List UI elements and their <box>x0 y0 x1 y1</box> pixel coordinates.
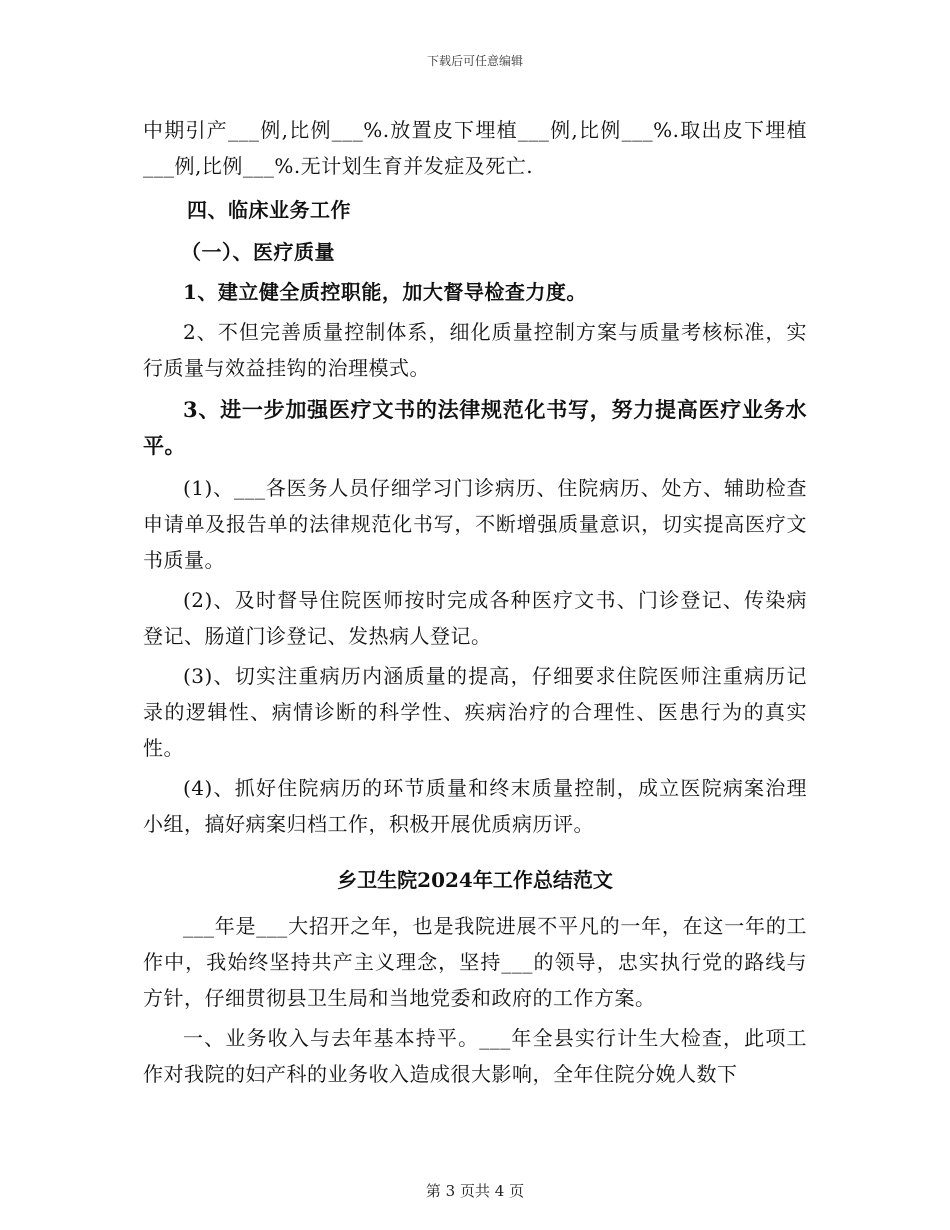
page-footer: 第 3 页共 4 页 <box>425 1182 525 1200</box>
section-heading-clinical: 四、临床业务工作 <box>187 198 351 222</box>
article-title: 乡卫生院2024年工作总结范文 <box>337 868 613 892</box>
item-3: 3、进一步加强医疗文书的法律规范化书写，努力提高医疗业务水平。 <box>143 397 807 458</box>
item-2: 2、不但完善质量控制体系，细化质量控制方案与质量考核标准，实行质量与效益挂钩的治理模式。 <box>143 320 807 380</box>
sub-item-4: (4)、抓好住院病历的环节质量和终末质量控制，成立医院病案治理小组，搞好病案归档工作，积极开展优质病历评。 <box>143 776 807 836</box>
sub-item-2: (2)、及时督导住院医师按时完成各种医疗文书、门诊登记、传染病登记、肠道门诊登记、发热病人登记。 <box>143 588 807 648</box>
document-body <box>143 112 807 1092</box>
paragraph-family-planning-stats: 中期引产___例,比例___%.放置皮下埋植___例,比例___%.取出皮下埋植___例,比例___%.无计划生育并发症及死亡. <box>143 118 807 178</box>
item-1: 1、建立健全质控职能，加大督导检查力度。 <box>183 280 587 304</box>
article-paragraph-2: 一、业务收入与去年基本持平。___年全县实行计生大检查，此项工作对我院的妇产科的业务收入造成很大影响，全年住院分娩人数下 <box>143 1026 807 1086</box>
page-header: 下载后可任意编辑 <box>426 54 523 68</box>
subsection-heading-quality: （一）、医疗质量 <box>181 240 335 264</box>
sub-item-1: (1)、___各医务人员仔细学习门诊病历、住院病历、处方、辅助检查申请单及报告单的法律规范化书写，不断增强质量意识，切实提高医疗文书质量。 <box>143 476 807 572</box>
article-paragraph-1: ___年是___大招开之年，也是我院进展不平凡的一年，在这一年的工作中，我始终坚持共产主义理念，坚持___的领导，忠实执行党的路线与方针，仔细贯彻县卫生局和当地党委和政府的工作方案。 <box>143 914 807 1010</box>
sub-item-3: (3)、切实注重病历内涵质量的提高，仔细要求住院医师注重病历记录的逻辑性、病情诊断的科学性、疾病治疗的合理性、医患行为的真实性。 <box>143 664 807 760</box>
